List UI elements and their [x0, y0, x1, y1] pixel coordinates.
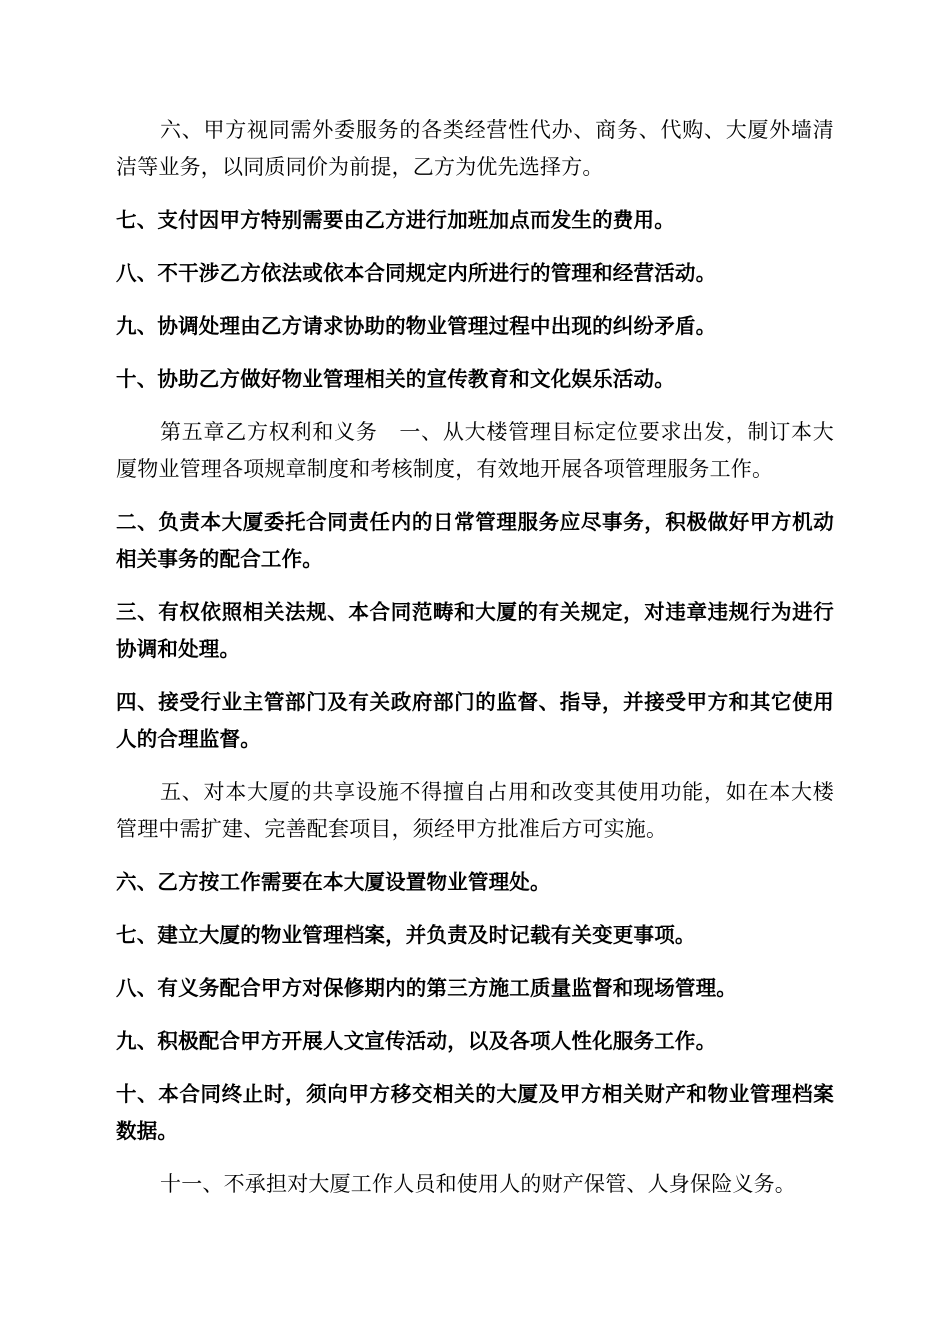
paragraph-11: 六、乙方按工作需要在本大厦设置物业管理处。	[116, 870, 551, 894]
paragraph-8: 三、有权依照相关法规、本合同范畴和大厦的有关规定，对违章违规行为进行协调和处理。	[116, 600, 834, 661]
paragraph-6: 第五章乙方权利和义务 一、从大楼管理目标定位要求出发，制订本大厦物业管理各项规章制度和考核制度，有效地开展各项管理服务工作。	[116, 420, 834, 481]
paragraph-13: 八、有义务配合甲方对保修期内的第三方施工质量监督和现场管理。	[116, 976, 737, 1000]
document-page	[116, 112, 834, 1203]
paragraph-1: 六、甲方视同需外委服务的各类经营性代办、商务、代购、大厦外墙清洁等业务，以同质同价为前提，乙方为优先选择方。	[116, 118, 834, 179]
paragraph-2: 七、支付因甲方特别需要由乙方进行加班加点而发生的费用。	[116, 208, 675, 232]
paragraph-3: 八、不干涉乙方依法或依本合同规定内所进行的管理和经营活动。	[116, 261, 717, 285]
paragraph-4: 九、协调处理由乙方请求协助的物业管理过程中出现的纠纷矛盾。	[116, 314, 717, 338]
paragraph-14: 九、积极配合甲方开展人文宣传活动，以及各项人性化服务工作。	[116, 1029, 717, 1053]
paragraph-16: 十一、不承担对大厦工作人员和使用人的财产保管、人身保险义务。	[160, 1172, 796, 1196]
paragraph-12: 七、建立大厦的物业管理档案，并负责及时记载有关变更事项。	[116, 923, 696, 947]
paragraph-10: 五、对本大厦的共享设施不得擅自占用和改变其使用功能，如在本大楼管理中需扩建、完善配套项目，须经甲方批准后方可实施。	[116, 780, 834, 841]
paragraph-9: 四、接受行业主管部门及有关政府部门的监督、指导，并接受甲方和其它使用人的合理监督。	[116, 690, 834, 751]
paragraph-5: 十、协助乙方做好物业管理相关的宣传教育和文化娱乐活动。	[116, 367, 675, 391]
paragraph-15: 十、本合同终止时，须向甲方移交相关的大厦及甲方相关财产和物业管理档案数据。	[116, 1082, 834, 1143]
paragraph-7: 二、负责本大厦委托合同责任内的日常管理服务应尽事务，积极做好甲方机动相关事务的配合工作。	[116, 510, 834, 571]
